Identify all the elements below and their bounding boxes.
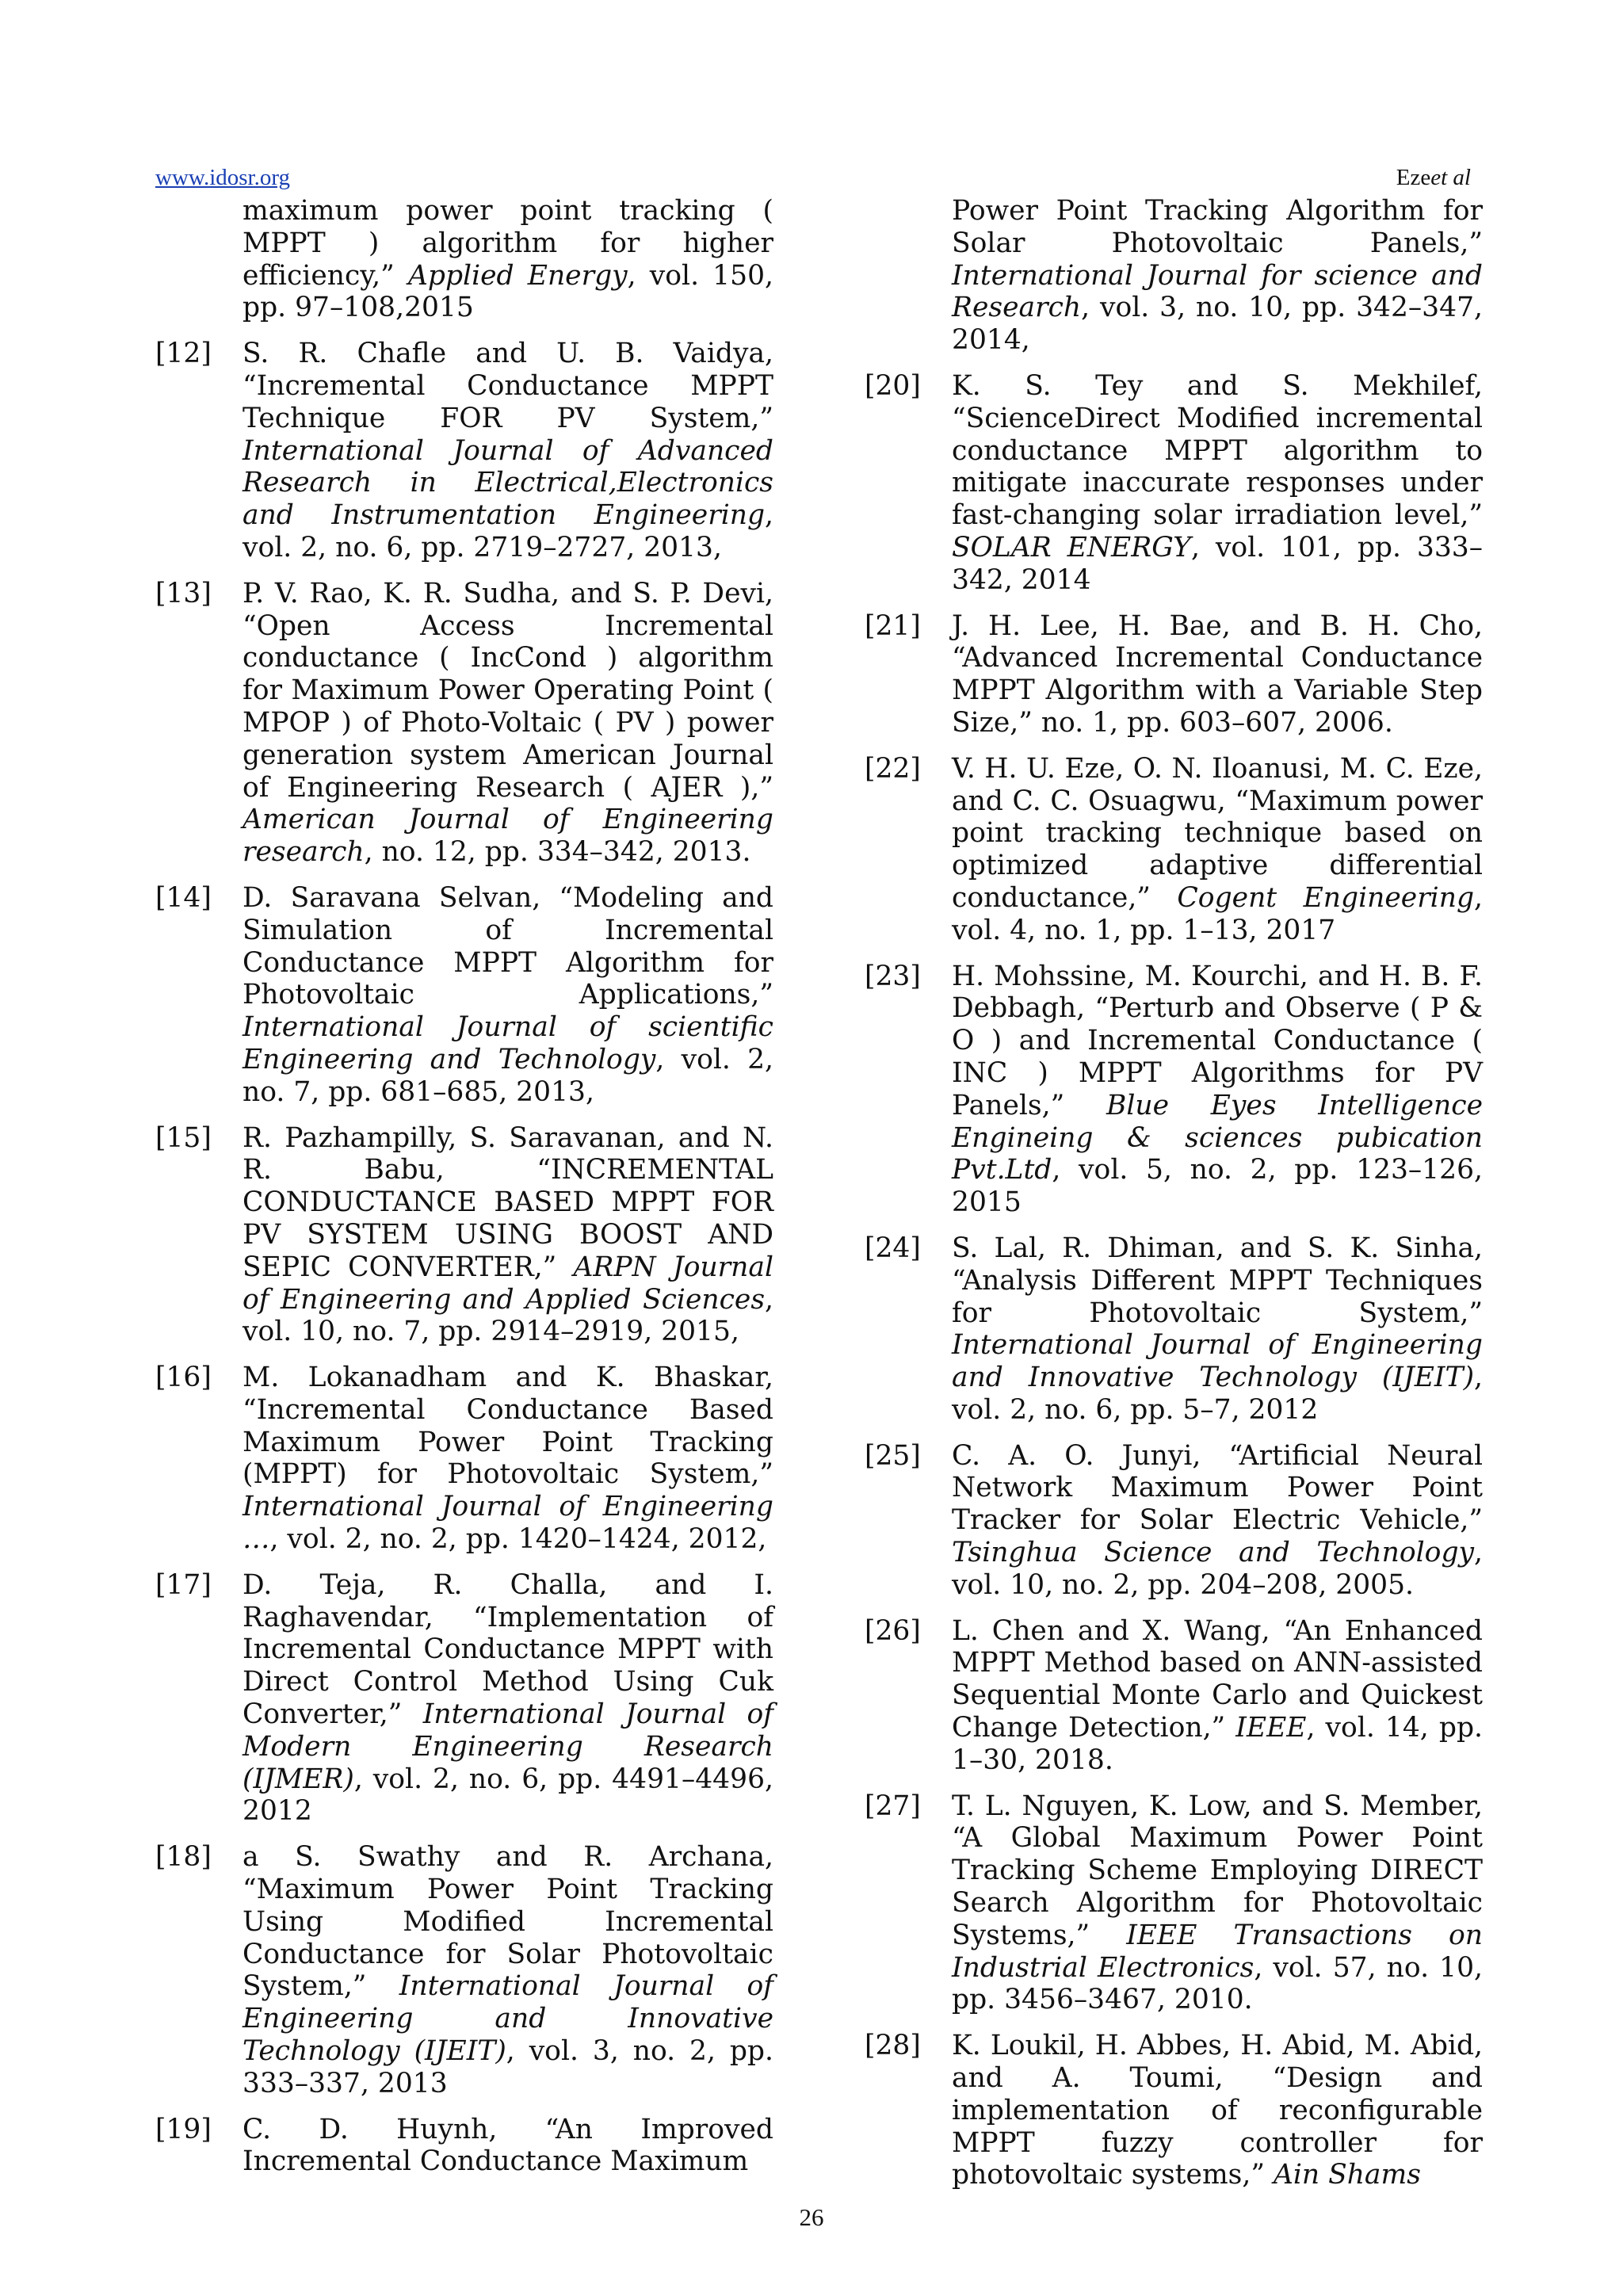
reference-segment: Power Point Tracking Algorithm for Solar Photovoltaic Panels,” xyxy=(952,195,1483,259)
reference-segment: , vol. 57, no. 10, pp. 3456–3467, 2010. xyxy=(952,1951,1483,2016)
reference-segment: D. Teja, R. Challa, and I. Raghavendar, “Implementation of Incremental Conductance MPPT with Direct Control Method Using Cuk Converter,” xyxy=(242,1568,773,1731)
reference-text xyxy=(952,370,1483,597)
running-header-author xyxy=(1396,166,1471,189)
reference-entry xyxy=(865,1232,1483,1427)
journal-title: Cogent Engineering xyxy=(1177,881,1475,914)
reference-entry xyxy=(155,1841,773,2099)
reference-number: [19] xyxy=(155,2113,212,2145)
reference-segment: , vol. 150, pp. 97–108,2015 xyxy=(242,259,774,324)
reference-entry xyxy=(155,1122,773,1349)
reference-entry xyxy=(155,2114,773,2179)
reference-text xyxy=(242,578,773,869)
reference-segment: , vol. 2, no. 6, pp. 2719–2727, 2013, xyxy=(242,499,773,563)
reference-entry xyxy=(155,1362,773,1556)
reference-entry xyxy=(865,1790,1483,2017)
reference-text xyxy=(242,1122,773,1349)
reference-text xyxy=(242,2114,773,2179)
reference-number: [25] xyxy=(865,1439,921,1472)
reference-number: [12] xyxy=(155,338,212,370)
reference-segment: K. Loukil, H. Abbes, H. Abid, M. Abid, and A. Toumi, “Design and implementation of reconfigurable MPPT fuzzy controller for photovoltaic systems,” xyxy=(952,2030,1483,2191)
journal-title: International Journal of scientific Engineering and Technology xyxy=(242,1011,773,1075)
reference-segment: , vol. 2, no. 7, pp. 681–685, 2013, xyxy=(242,1043,774,1108)
reference-text xyxy=(242,1841,773,2099)
reference-segment: , vol. 2, no. 2, pp. 1420–1424, 2012, xyxy=(269,1523,767,1556)
reference-text xyxy=(242,338,773,564)
reference-segment: maximum power point tracking ( MPPT ) algorithm for higher efficiency,” xyxy=(242,195,773,292)
journal-title: International Journal of Advanced Research in Electrical,Electronics and Instrumentation Engineering xyxy=(242,434,773,532)
journal-title: International Journal of Engineering and Innovative Technology (IJEIT) xyxy=(952,1329,1483,1394)
reference-text xyxy=(242,1362,773,1556)
reference-segment: C. D. Huynh, “An Improved Incremental Conductance Maximum xyxy=(242,2113,773,2178)
journal-title: American Journal of Engineering research xyxy=(242,804,773,869)
reference-segment: S. Lal, R. Dhiman, and S. K. Sinha, “Analysis Different MPPT Techniques for Photovoltaic System,” xyxy=(952,1232,1483,1329)
reference-number: [23] xyxy=(865,960,921,992)
journal-title: Applied Energy xyxy=(407,259,628,292)
reference-number: [21] xyxy=(865,609,921,642)
reference-number: [22] xyxy=(865,752,921,785)
reference-entry xyxy=(865,2030,1483,2191)
website-link[interactable]: www.idosr.org xyxy=(155,165,290,190)
journal-title: Ain Shams xyxy=(1273,2159,1421,2191)
reference-segment: , vol. 10, no. 7, pp. 2914–2919, 2015, xyxy=(242,1283,773,1348)
reference-segment: C. A. O. Junyi, “Artificial Neural Network Maximum Power Point Tracker for Solar Electric Vehicle,” xyxy=(952,1439,1483,1537)
reference-text xyxy=(952,1440,1483,1602)
journal-title: International Journal for science and Research xyxy=(952,259,1483,324)
reference-segment: , vol. 101, pp. 333–342, 2014 xyxy=(952,531,1483,596)
reference-number: [18] xyxy=(155,1841,212,1874)
reference-segment: M. Lokanadham and K. Bhaskar, “Incremental Conductance Based Maximum Power Point Tracking (MPPT) for Photovoltaic System,” xyxy=(242,1362,773,1491)
reference-text xyxy=(242,882,773,1109)
reference-segment: , vol. 2, no. 6, pp. 4491–4496, 2012 xyxy=(242,1763,773,1828)
reference-segment: , vol. 10, no. 2, pp. 204–208, 2005. xyxy=(952,1537,1483,1601)
references-left-column xyxy=(155,195,773,2191)
journal-title: ARPN Journal of Engineering and Applied Sciences xyxy=(242,1251,773,1316)
reference-entry xyxy=(155,1569,773,1828)
reference-segment: S. R. Chafle and U. B. Vaidya, “Incremental Conductance MPPT Technique FOR PV System,” xyxy=(242,338,773,434)
journal-title: International Journal of Engineering … xyxy=(242,1491,773,1556)
reference-number: [16] xyxy=(155,1362,212,1394)
reference-segment: , vol. 3, no. 2, pp. 333–337, 2013 xyxy=(242,2035,773,2099)
reference-entry xyxy=(155,578,773,869)
reference-entry xyxy=(865,961,1483,1219)
reference-text xyxy=(952,610,1483,739)
reference-text xyxy=(952,753,1483,947)
reference-entry xyxy=(865,1440,1483,1602)
reference-segment: , vol. 14, pp. 1–30, 2018. xyxy=(952,1712,1483,1776)
reference-entry xyxy=(865,1615,1483,1777)
journal-title: International Journal of Engineering and Innovative Technology (IJEIT) xyxy=(242,1970,773,2068)
reference-segment: , vol. 4, no. 1, pp. 1–13, 2017 xyxy=(952,881,1483,946)
reference-number: [15] xyxy=(155,1121,212,1154)
et-al: et al xyxy=(1430,165,1471,190)
reference-number: [26] xyxy=(865,1614,921,1647)
reference-segment: K. S. Tey and S. Mekhilef, “ScienceDirect Modified incremental conductance MPPT algorithm to mitigate inaccurate responses under fast-changing solar irradiation level,” xyxy=(952,369,1483,532)
journal-title: International Journal of Modern Engineering Research (IJMER) xyxy=(242,1698,774,1795)
references-right-column xyxy=(865,195,1483,2205)
reference-text xyxy=(952,961,1483,1219)
journal-title: IEEE Transactions on Industrial Electronics xyxy=(952,1919,1483,1984)
reference-segment: H. Mohssine, M. Kourchi, and H. B. F. Debbagh, “Perturb and Observe ( P & O ) and Incremental Conductance ( INC ) MPPT Algorithms for PV Panels,” xyxy=(952,960,1483,1121)
reference-segment: a S. Swathy and R. Archana, “Maximum Power Point Tracking Using Modified Incremental Conductance for Solar Photovoltaic System,” xyxy=(242,1841,773,2003)
journal-title: Tsinghua Science and Technology xyxy=(952,1537,1475,1569)
reference-entry xyxy=(155,338,773,564)
reference-segment: L. Chen and X. Wang, “An Enhanced MPPT Method based on ANN-assisted Sequential Monte Carlo and Quickest Change Detection,” xyxy=(952,1614,1483,1744)
reference-text xyxy=(952,1232,1483,1427)
reference-segment: , vol. 2, no. 6, pp. 5–7, 2012 xyxy=(952,1362,1483,1426)
reference-text xyxy=(952,2030,1483,2191)
reference-segment: P. V. Rao, K. R. Sudha, and S. P. Devi, “Open Access Incremental conductance ( IncCond ) algorithm for Maximum Power Operating Point ( MPOP ) of Photo-Voltaic ( PV ) power generation system American Journal of Engineering Research ( AJER ),” xyxy=(242,577,773,804)
reference-text xyxy=(952,195,1483,357)
reference-number: [14] xyxy=(155,881,212,914)
reference-number: [24] xyxy=(865,1232,921,1264)
reference-number: [27] xyxy=(865,1790,921,1822)
reference-text xyxy=(242,1569,773,1828)
reference-number: [17] xyxy=(155,1568,212,1601)
reference-entry xyxy=(865,753,1483,947)
reference-number: [28] xyxy=(865,2030,921,2062)
reference-entry xyxy=(155,882,773,1109)
reference-entry xyxy=(865,195,1483,357)
journal-title: Blue Eyes Intelligence Engineing & sciences pubication Pvt.Ltd xyxy=(952,1089,1483,1186)
reference-text xyxy=(952,1790,1483,2017)
reference-segment: R. Pazhampilly, S. Saravanan, and N. R. Babu, “INCREMENTAL CONDUCTANCE BASED MPPT FOR PV SYSTEM USING BOOST AND SEPIC CONVERTER,” xyxy=(242,1121,773,1283)
page-number: 26 xyxy=(799,2203,824,2231)
journal-title: IEEE xyxy=(1235,1712,1307,1744)
reference-segment: D. Saravana Selvan, “Modeling and Simulation of Incremental Conductance MPPT Algorithm for Photovoltaic Applications,” xyxy=(242,881,773,1011)
journal-title: SOLAR ENERGY xyxy=(952,531,1191,563)
reference-entry xyxy=(865,370,1483,597)
reference-entry xyxy=(155,195,773,324)
author-name: Eze xyxy=(1396,165,1431,190)
reference-segment: , no. 12, pp. 334–342, 2013. xyxy=(364,836,751,869)
reference-number: [13] xyxy=(155,577,212,609)
reference-number: [20] xyxy=(865,369,921,402)
reference-segment: , vol. 3, no. 10, pp. 342–347, 2014, xyxy=(952,292,1483,357)
reference-segment: , vol. 5, no. 2, pp. 123–126, 2015 xyxy=(952,1154,1483,1219)
reference-text xyxy=(242,195,773,324)
reference-segment: T. L. Nguyen, K. Low, and S. Member, “A Global Maximum Power Point Tracking Scheme Employing DIRECT Search Algorithm for Photovoltaic Systems,” xyxy=(952,1790,1483,1951)
reference-segment: J. H. Lee, H. Bae, and B. H. Cho, “Advanced Incremental Conductance MPPT Algorithm with a Variable Step Size,” no. 1, pp. 603–607, 2006. xyxy=(952,609,1483,739)
reference-segment: V. H. U. Eze, O. N. Iloanusi, M. C. Eze, and C. C. Osuagwu, “Maximum power point tracking technique based on optimized adaptive differential conductance,” xyxy=(952,752,1483,914)
reference-entry xyxy=(865,610,1483,739)
reference-text xyxy=(952,1615,1483,1777)
